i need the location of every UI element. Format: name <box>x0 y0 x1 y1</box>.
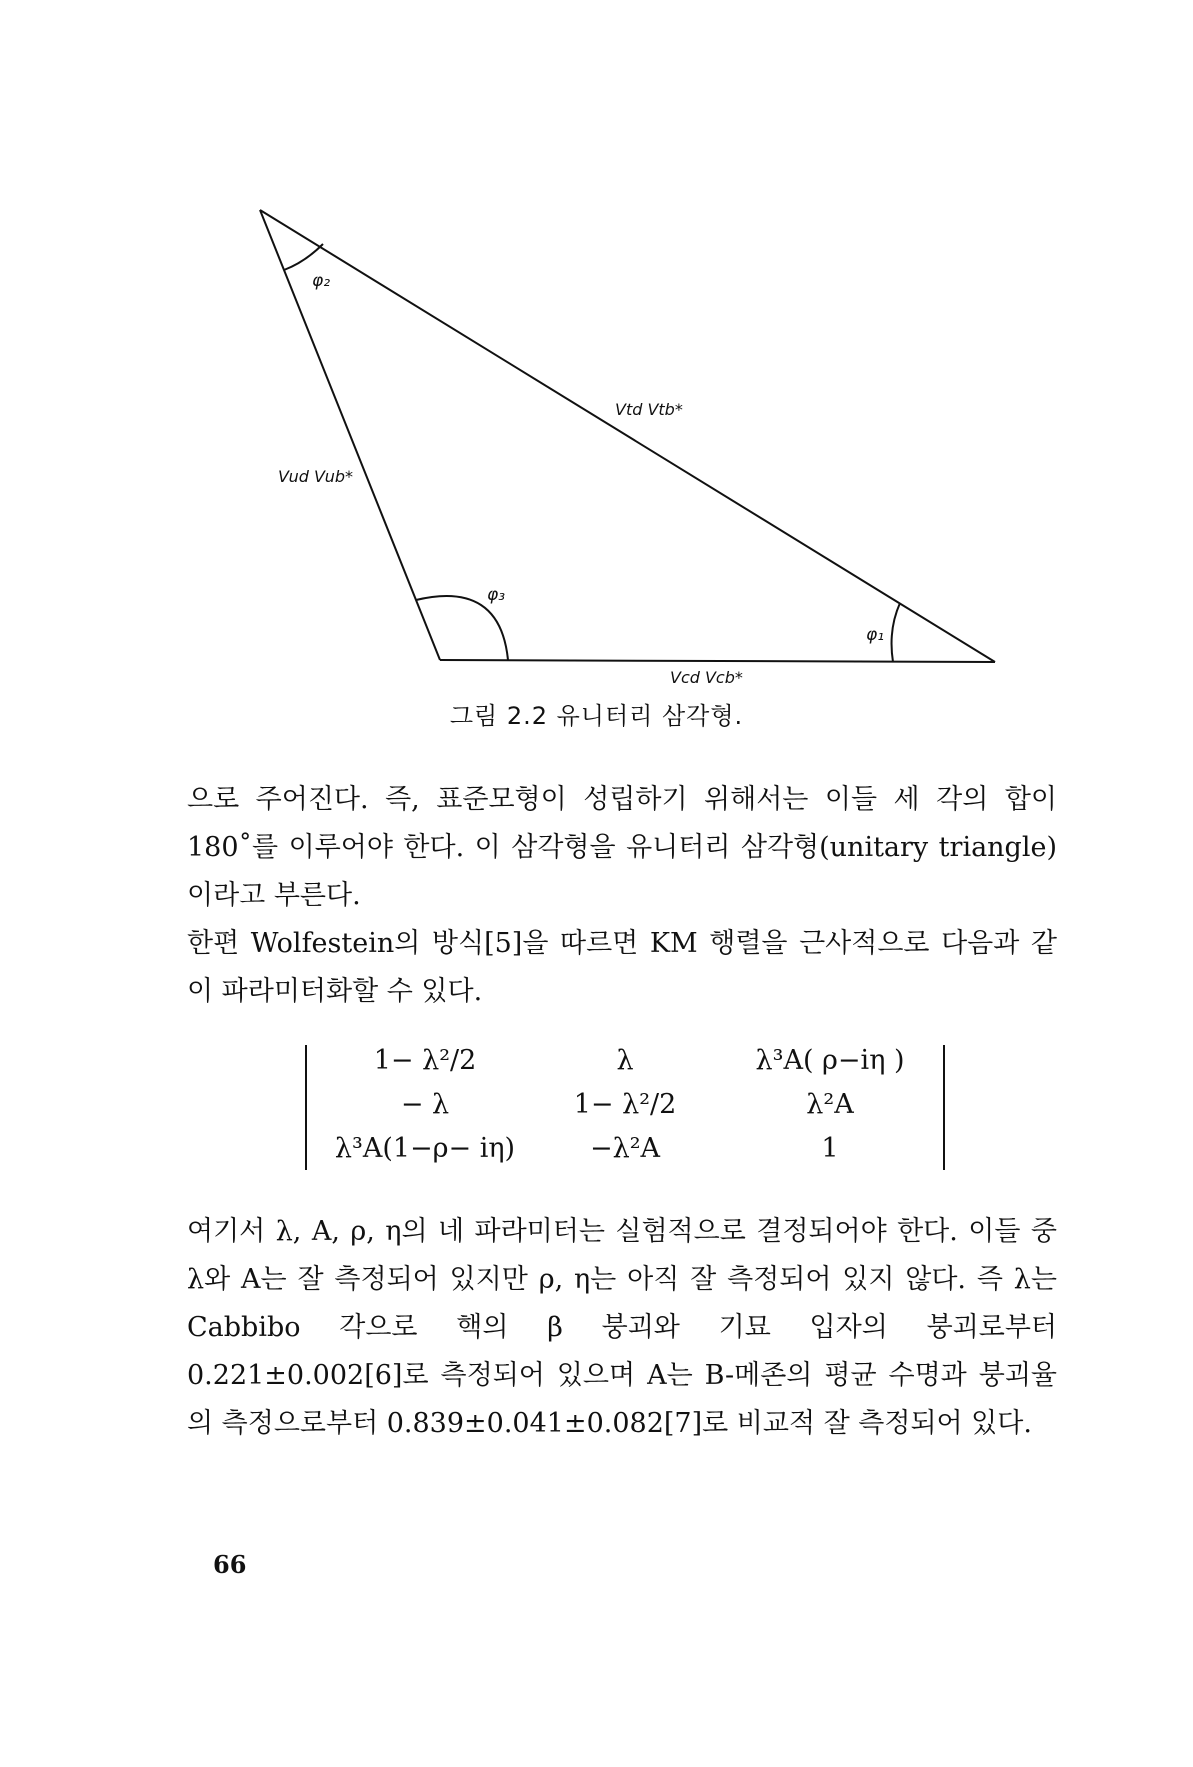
triangle-side-hypotenuse <box>260 210 995 662</box>
matrix-cell: −λ²A <box>589 1133 661 1164</box>
matrix-cell: λ³A(1−ρ− iη) <box>334 1133 516 1164</box>
page-number: 66 <box>213 1550 247 1579</box>
label-phi1: φ₁ <box>866 625 885 645</box>
matrix-right-bar <box>943 1045 945 1170</box>
paragraph-parameters: 여기서 λ, A, ρ, η의 네 파라미터는 실험적으로 결정되어야 한다. 이들 중 λ와 A는 잘 측정되어 있지만 ρ, η는 아직 잘 측정되어 있지 않다. 즉 λ는 Cabbibo 각으로 핵의 β 붕괴와 기묘 입자의 붕괴로부터 0.221±0.002[6]로 측정되어 있으며 A는 B-메존의 평균 수명과 붕괴율의 측정으로부터 0.839±0.041±0.082[7]로 비교적 잘 측정되어 있다. <box>187 1216 1057 1439</box>
unitary-triangle-figure <box>0 0 1193 760</box>
label-side-top: Vtd Vtb* <box>615 400 683 419</box>
figure-caption: 그림 2.2 유니터리 삼각형. <box>449 702 744 730</box>
matrix-cell: − λ <box>400 1089 450 1120</box>
matrix-cell: λ²A <box>806 1089 854 1120</box>
label-side-bottom: Vcd Vcb* <box>670 668 743 687</box>
angle-arc-phi2 <box>284 244 323 270</box>
matrix-left-bar <box>305 1045 307 1170</box>
matrix-cell: λ <box>616 1045 634 1076</box>
label-phi2: φ₂ <box>312 271 331 291</box>
matrix-cell: 1− λ²/2 <box>373 1045 477 1076</box>
km-matrix <box>305 1045 945 1175</box>
triangle-side-left <box>260 210 440 660</box>
label-side-left: Vud Vub* <box>278 467 354 486</box>
paragraph-unitary-triangle: 으로 주어진다. 즉, 표준모형이 성립하기 위해서는 이들 세 각의 합이 180˚를 이루어야 한다. 이 삼각형을 유니터리 삼각형(unitary triangle)이라고 부른다. <box>187 784 1057 911</box>
angle-arc-phi1 <box>892 603 900 662</box>
matrix-cell: 1− λ²/2 <box>573 1089 677 1120</box>
paragraph-wolfenstein: 한편 Wolfestein의 방식[5]을 따르면 KM 행렬을 근사적으로 다음과 같이 파라미터화할 수 있다. <box>187 928 1057 1007</box>
triangle-side-bottom <box>440 660 995 662</box>
angle-arc-phi3 <box>416 596 508 660</box>
matrix-cell: 1 <box>821 1133 839 1164</box>
label-phi3: φ₃ <box>487 585 506 605</box>
matrix-cell: λ³A( ρ−iη ) <box>755 1045 905 1076</box>
